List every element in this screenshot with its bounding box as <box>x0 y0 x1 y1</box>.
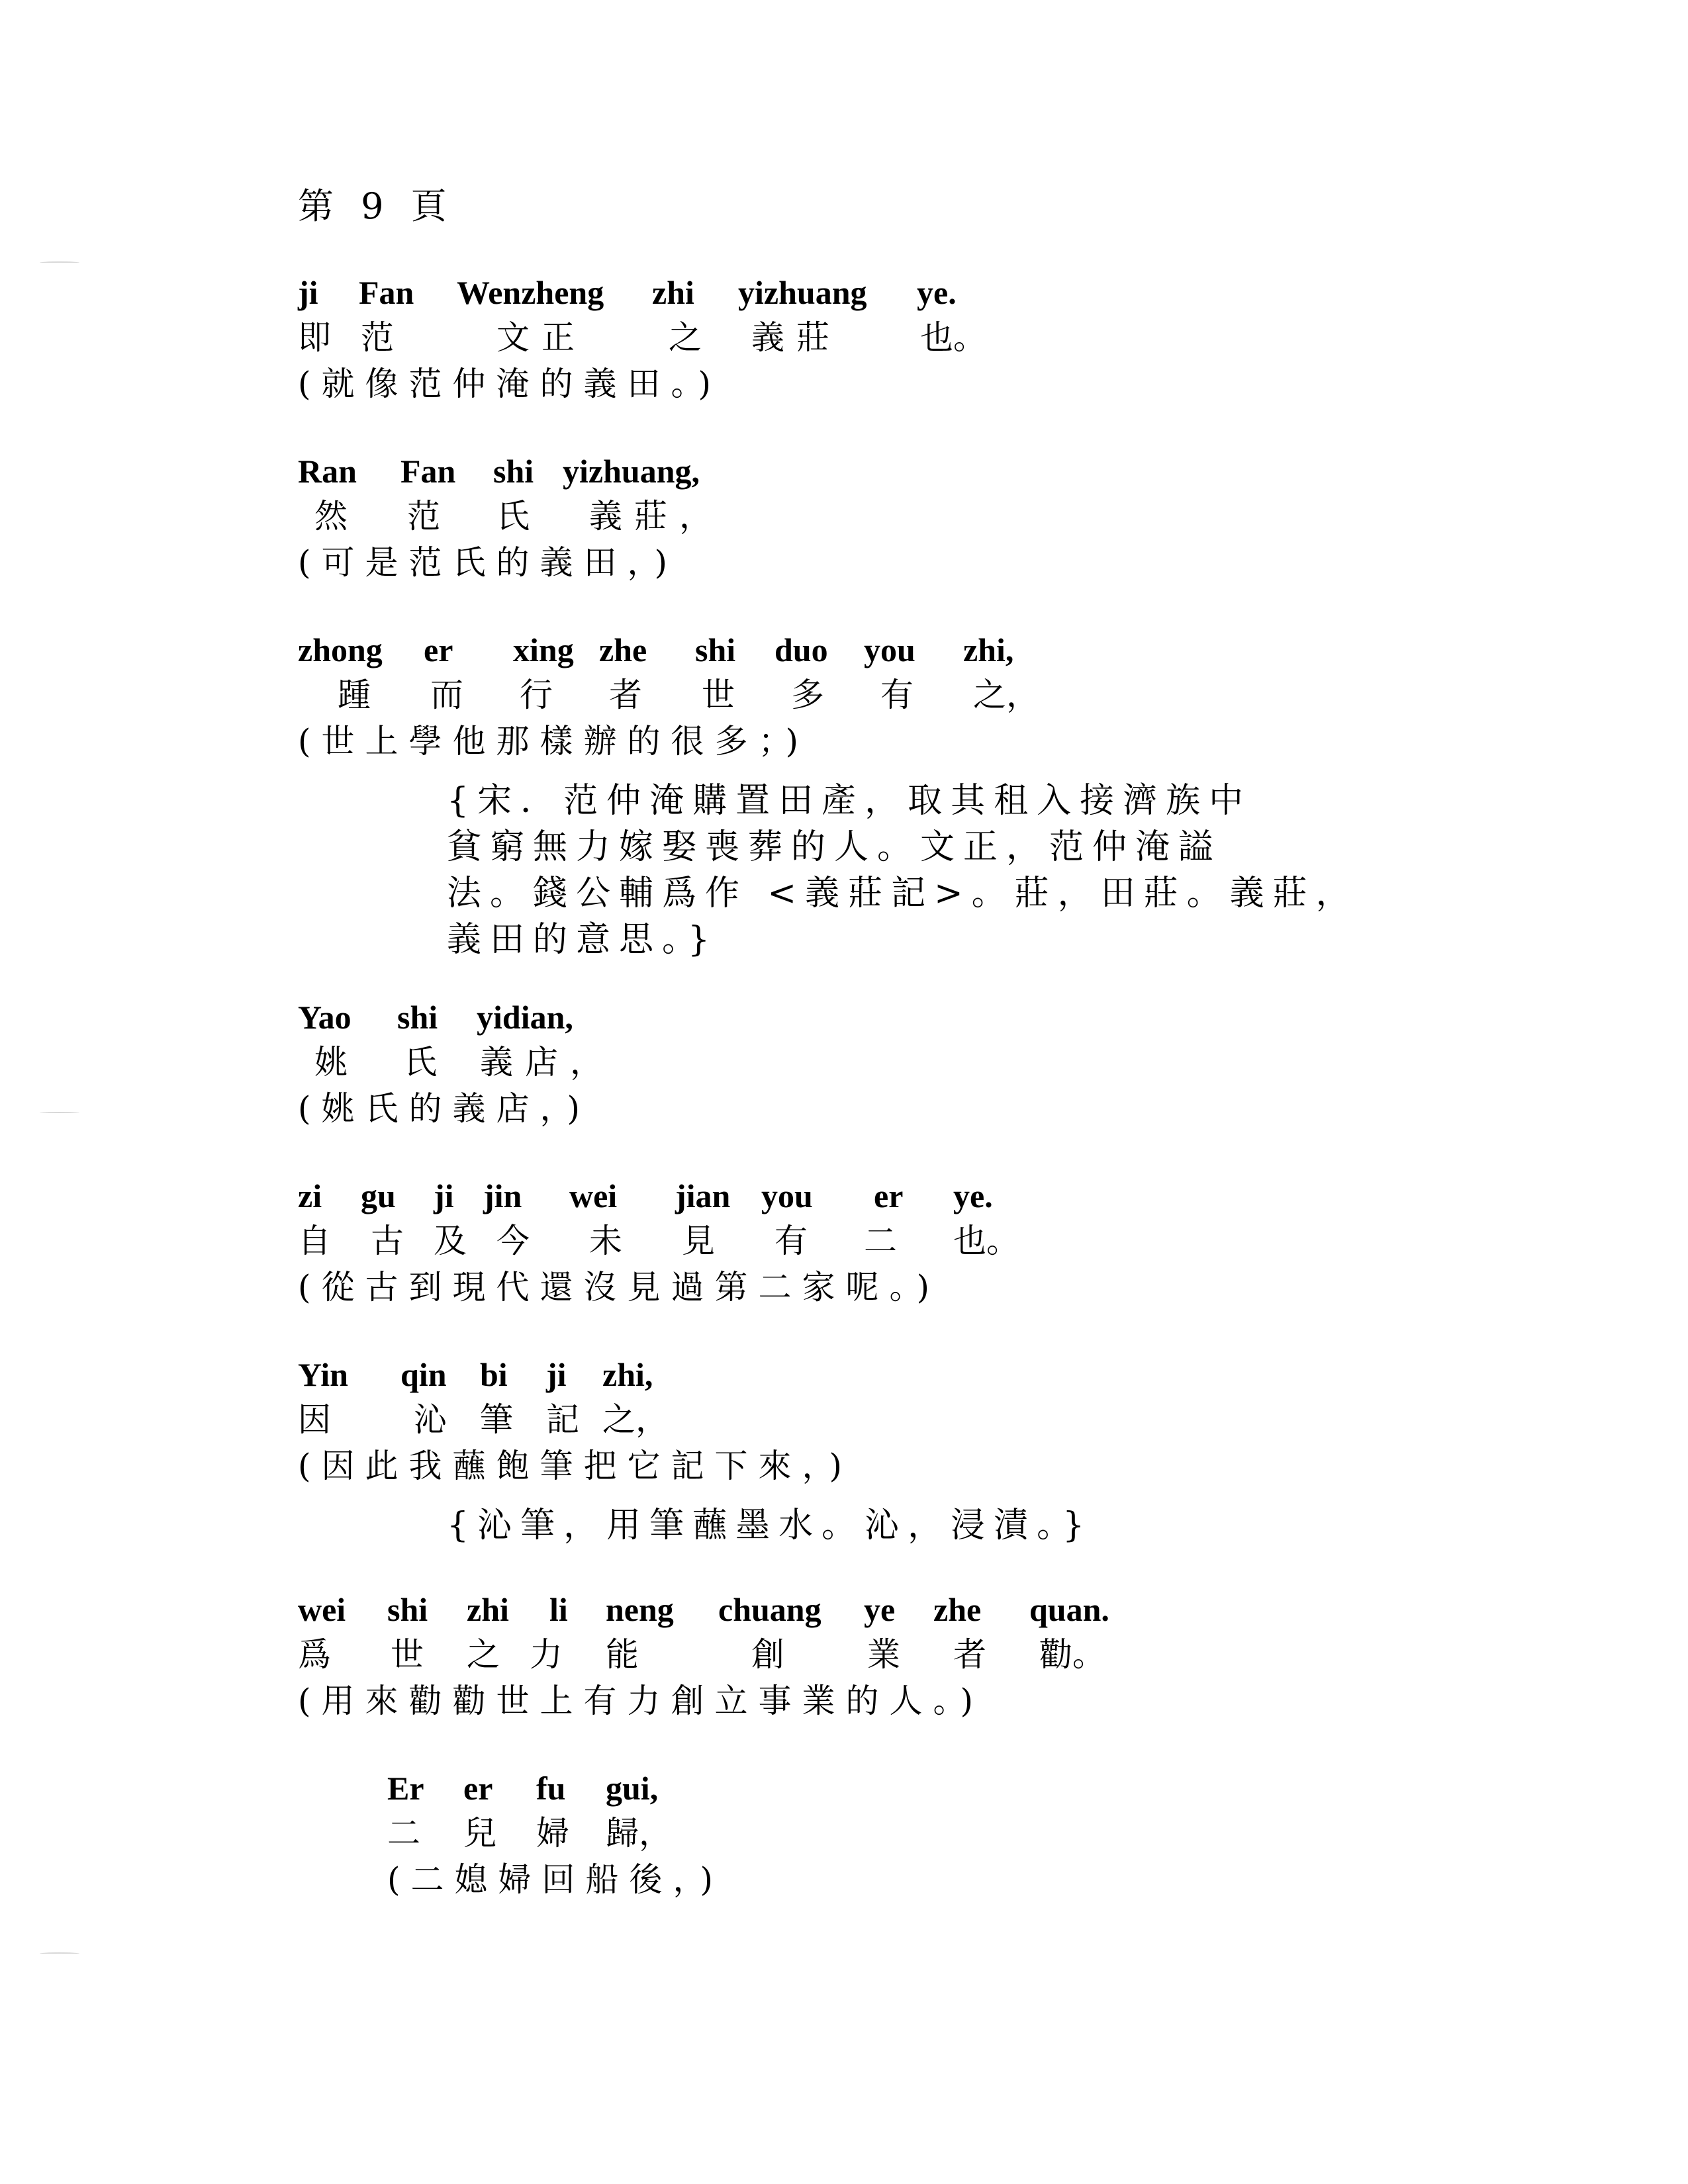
pinyin-word: ji <box>434 1177 454 1214</box>
chinese-word: 記 <box>546 1400 579 1439</box>
chinese-word: 二 <box>864 1222 897 1260</box>
translation-line: (從古到現代還沒見過第二家呢。) <box>298 1268 941 1306</box>
pinyin-word: jian <box>675 1177 731 1214</box>
pinyin-word: you <box>864 631 915 668</box>
pinyin-word: qin <box>400 1356 447 1393</box>
pinyin-word: Fan <box>359 274 414 311</box>
pinyin-word: wei <box>569 1177 618 1214</box>
chinese-word: 氏 <box>496 497 530 535</box>
chinese-word: 氏 <box>404 1043 437 1081</box>
pinyin-word: neng <box>606 1591 674 1628</box>
pinyin-word: Wenzheng <box>457 274 604 311</box>
pinyin-word: zhe <box>933 1591 982 1628</box>
pinyin-line <box>298 612 1489 678</box>
chinese-word: 見 <box>682 1222 715 1260</box>
pinyin-word: shi <box>397 999 438 1036</box>
pinyin-word: ye <box>864 1591 896 1628</box>
chinese-word: 踵 <box>338 676 371 714</box>
chinese-word: 文正 <box>496 318 586 357</box>
chinese-word: 力 <box>530 1635 563 1674</box>
pinyin-word: ji <box>546 1356 567 1393</box>
chinese-line <box>298 497 1489 546</box>
chinese-word: 婦 <box>536 1814 569 1852</box>
page-number: 第 9 頁 <box>298 185 455 227</box>
pinyin-word: zi <box>298 1177 322 1214</box>
chinese-word: 未 <box>589 1222 622 1260</box>
chinese-word: 自 <box>298 1222 331 1260</box>
chinese-word: 之 <box>467 1635 500 1674</box>
chinese-word: 而 <box>430 676 463 714</box>
chinese-word: 及 <box>434 1222 467 1260</box>
pinyin-word: zhi <box>652 274 694 311</box>
chinese-word: 之， <box>973 676 1039 714</box>
verse-block-7 <box>298 1572 1489 1731</box>
chinese-word: 沁 <box>414 1400 447 1439</box>
pinyin-word: xing <box>513 631 574 668</box>
chinese-word: 即 <box>298 318 331 357</box>
pinyin-word: jin <box>483 1177 522 1214</box>
chinese-word: 也。 <box>920 318 986 357</box>
annotation-note: {宋．范仲淹購置田產，取其租入接濟族中 貧窮無力嫁娶喪葬的人。文正，范仲淹謚 法。錢公輔爲作 <義莊記>。莊，田莊。義莊， 義田的意思。} <box>447 781 1359 960</box>
chinese-line <box>298 1224 1489 1271</box>
pinyin-line <box>298 1572 1489 1638</box>
verse-block-4 <box>298 979 1489 1138</box>
pinyin-word: shi <box>695 631 736 668</box>
chinese-line <box>298 1043 1489 1092</box>
pinyin-word: er <box>874 1177 904 1214</box>
scan-artifact <box>40 261 79 264</box>
pinyin-word: Fan <box>400 453 456 490</box>
pinyin-word: wei <box>298 1591 346 1628</box>
pinyin-line <box>298 433 1489 500</box>
pinyin-word: duo <box>774 631 828 668</box>
chinese-word: 爲 <box>298 1635 331 1674</box>
chinese-word: 勸。 <box>1039 1635 1105 1674</box>
pinyin-word: zhe <box>599 631 647 668</box>
chinese-word: 歸， <box>606 1814 672 1852</box>
chinese-word: 也。 <box>953 1222 1019 1260</box>
chinese-word: 今 <box>496 1222 530 1260</box>
translation-line: (就像范仲淹的義田。) <box>298 365 722 403</box>
verse-block-6 <box>298 1337 1489 1549</box>
chinese-word: 創 <box>751 1635 784 1674</box>
pinyin-word: gui, <box>606 1770 659 1807</box>
verse-block-5 <box>298 1158 1489 1317</box>
pinyin-word: you <box>761 1177 813 1214</box>
chinese-line <box>298 678 1489 725</box>
pinyin-word: ye. <box>917 274 957 311</box>
pinyin-line <box>298 255 1489 321</box>
pinyin-word: zhi <box>467 1591 509 1628</box>
pinyin-word: li <box>549 1591 568 1628</box>
chinese-word: 義店， <box>480 1043 615 1081</box>
chinese-word: 范 <box>407 497 440 535</box>
chinese-word: 古 <box>371 1222 404 1260</box>
pinyin-word: yidian, <box>477 999 573 1036</box>
pinyin-word: Yin <box>298 1356 348 1393</box>
chinese-word: 二 <box>387 1814 420 1852</box>
chinese-word: 之 <box>669 318 702 357</box>
pinyin-line <box>298 1337 1489 1403</box>
scan-artifact <box>40 1952 79 1955</box>
pinyin-word: chuang <box>718 1591 821 1628</box>
translation-line: (世上學他那樣辦的很多；) <box>298 722 810 760</box>
pinyin-word: ji <box>298 274 318 311</box>
pinyin-line <box>298 979 1489 1046</box>
chinese-word: 世 <box>391 1635 424 1674</box>
verse-block-2 <box>298 433 1489 592</box>
pinyin-line <box>387 1751 1579 1817</box>
translation-line: (因此我蘸飽筆把它記下來，) <box>298 1447 853 1485</box>
pinyin-word: shi <box>493 453 534 490</box>
pinyin-word: yizhuang, <box>563 453 700 490</box>
chinese-word: 業 <box>867 1635 900 1674</box>
chinese-word: 筆 <box>480 1400 513 1439</box>
pinyin-word: bi <box>480 1356 508 1393</box>
translation-line: (二媳婦回船後，) <box>387 1860 724 1899</box>
translation-line: (姚氏的義店，) <box>298 1089 591 1128</box>
verse-block-3 <box>298 612 1489 963</box>
chinese-word: 然 <box>314 497 348 535</box>
scan-artifact <box>40 1112 79 1115</box>
pinyin-word: gu <box>361 1177 396 1214</box>
pinyin-word: zhi, <box>602 1356 653 1393</box>
chinese-word: 兒 <box>463 1814 496 1852</box>
chinese-word: 有 <box>880 676 914 714</box>
pinyin-word: Ran <box>298 453 357 490</box>
chinese-word: 有 <box>774 1222 808 1260</box>
chinese-word: 者 <box>609 676 642 714</box>
pinyin-word: zhong <box>298 631 383 668</box>
pinyin-word: shi <box>387 1591 428 1628</box>
chinese-word: 之， <box>602 1400 669 1439</box>
translation-line: (可是范氏的義田，) <box>298 543 679 582</box>
chinese-word: 者 <box>953 1635 986 1674</box>
chinese-word: 義莊， <box>589 497 724 535</box>
chinese-word: 世 <box>702 676 735 714</box>
chinese-line <box>387 1814 1579 1863</box>
pinyin-word: quan. <box>1029 1591 1109 1628</box>
pinyin-word: yizhuang <box>738 274 867 311</box>
verse-block-1 <box>298 255 1489 414</box>
chinese-line <box>298 1400 1489 1449</box>
chinese-word: 行 <box>520 676 553 714</box>
chinese-line <box>298 318 1489 367</box>
chinese-word: 姚 <box>314 1043 348 1081</box>
pinyin-word: fu <box>536 1770 566 1807</box>
translation-line: (用來勸勸世上有力創立事業的人。) <box>298 1682 984 1720</box>
chinese-word: 因 <box>298 1400 331 1439</box>
chinese-word: 范 <box>361 318 394 357</box>
annotation-note: {沁筆，用筆蘸墨水。沁，浸漬。} <box>447 1506 1094 1545</box>
pinyin-word: Er <box>387 1770 424 1807</box>
pinyin-word: ye. <box>953 1177 993 1214</box>
pinyin-word: zhi, <box>963 631 1014 668</box>
chinese-word: 能 <box>606 1635 639 1674</box>
pinyin-word: Yao <box>298 999 352 1036</box>
chinese-line <box>298 1635 1489 1684</box>
chinese-word: 義莊 <box>751 318 841 357</box>
chinese-word: 多 <box>791 676 824 714</box>
verse-block-8 <box>387 1751 1579 1909</box>
pinyin-word: er <box>424 631 453 668</box>
pinyin-word: er <box>463 1770 493 1807</box>
pinyin-line <box>298 1158 1489 1224</box>
